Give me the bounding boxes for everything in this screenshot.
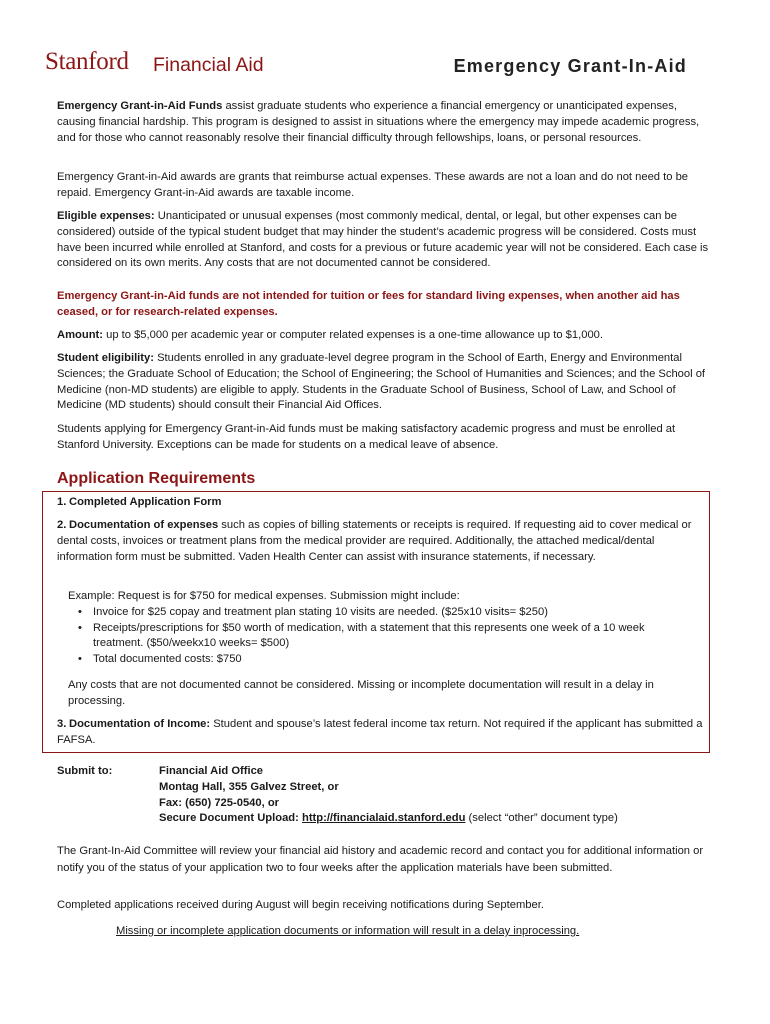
example-list (68, 605, 698, 668)
requirement-item-3 (57, 717, 707, 749)
list-item: • Receipts/prescriptions for $50 worth of medication, with a statement that this represents one week of a 10 week treatment. ($50/weekx10 weeks= $500) (78, 621, 645, 650)
requirement-label: Documentation of expenses (69, 519, 219, 531)
list-item: • Total documented costs: $750 (68, 652, 698, 668)
office-fax: Fax: (650) 725-0540, or (159, 796, 280, 809)
submit-to-label: Submit to: (57, 765, 113, 777)
review-paragraph: The Grant-In-Aid Committee will review your financial aid history and academic record and contact you for additional information or notify you of the status of your application two to four weeks after the application materials have been submitted. (57, 845, 704, 874)
page-header (45, 48, 695, 86)
eligible-expenses-label: Eligible expenses: (57, 210, 155, 222)
intro-lead: Emergency Grant-in-Aid Funds (57, 100, 223, 112)
amount-paragraph (57, 328, 717, 344)
awards-paragraph: Emergency Grant-in-Aid awards are grants that reimburse actual expenses. These awards are not a loan and do not need to be repaid. Emergency Grant-in-Aid awards are taxable income. (57, 171, 689, 199)
bullet-icon: • (78, 605, 82, 618)
bullet-icon: • (78, 621, 82, 634)
academic-progress-paragraph: Students applying for Emergency Grant-in-Aid funds must be making satisfactory academic progress and must be enrolled at Stanford University. Exceptions can be made for students on a medical leave of absence. (57, 423, 676, 451)
submit-address (159, 764, 719, 827)
intro-text: assist graduate students who experience a financial emergency or unanticipated expenses, causing financial hardship. This program is designed to assist in situations where the emergency may impede academic progress, and for those who cannot reasonably resolve their financial difficulty through fellowships, loans, or personal resources. (57, 100, 700, 144)
office-address: Montag Hall, 355 Galvez Street, or (159, 780, 339, 793)
requirement-text: such as copies of billing statements or receipts is required. If requesting aid to cover medical or dental costs, invoices or treatment plans from the medical provider are required. Additionally, the attached medical/dental information form must be submitted. Vaden Health Center can assist with insurance statements, if necessary. (57, 519, 692, 563)
requirement-label: Completed Application Form (69, 496, 222, 508)
upload-line (159, 811, 719, 827)
requirement-number: 3. (57, 718, 67, 730)
missing-documentation-note: Any costs that are not documented cannot be considered. Missing or incomplete documentation will result in a delay in processing. (68, 679, 654, 707)
final-notice: Missing or incomplete application documents or information will result in a delay inprocessing. (116, 925, 580, 937)
bullet-icon: • (78, 653, 82, 666)
requirement-number: 2. (57, 519, 67, 531)
example-intro: Example: Request is for $750 for medical expenses. Submission might include: (68, 590, 460, 602)
upload-label: Secure Document Upload: (159, 812, 302, 825)
requirement-text: Student and spouse’s latest federal income tax return. Not required if the applicant has submitted a FAFSA. (57, 718, 703, 746)
financial-aid-label: Financial Aid (153, 54, 264, 76)
student-eligibility-text: Students enrolled in any graduate-level degree program in the School of Earth, Energy and Environmental Sciences; the Graduate School of Education; the School of Engineering; the School of Humanities and Sciences; and the School of Medicine (non-MD students) are eligible to apply. Students in the Graduate School of Business, School of Law, and School of Medicine (MD students) should consult their Financial Aid Offices. (57, 352, 706, 412)
example-block (57, 589, 698, 668)
amount-text: up to $5,000 per academic year or computer related expenses is a one-time allowance up to $1,000. (102, 329, 603, 341)
page-title: Emergency Grant-In-Aid (453, 56, 687, 76)
application-requirements-heading: Application Requirements (57, 470, 256, 487)
amount-label: Amount: (57, 329, 103, 341)
warning-paragraph: Emergency Grant-in-Aid funds are not intended for tuition or fees for standard living expenses, when another aid has ceased, or for research-related expenses. (57, 290, 680, 318)
stanford-logo: Stanford (45, 48, 129, 75)
eligible-expenses-paragraph (57, 209, 717, 272)
upload-link[interactable]: http://financialaid.stanford.edu (301, 812, 466, 825)
student-eligibility-label: Student eligibility: (57, 352, 154, 364)
student-eligibility-paragraph (57, 351, 717, 414)
intro-paragraph (57, 99, 717, 146)
requirement-label: Documentation of Income: (69, 718, 211, 730)
requirement-item-1 (57, 495, 707, 511)
office-name: Financial Aid Office (159, 765, 264, 777)
requirement-item-2 (57, 518, 707, 565)
eligible-expenses-text: Unanticipated or unusual expenses (most commonly medical, dental, or legal, but other expenses can be considered) outside of the typical student budget that may hinder the student’s academic progress will be considered. Costs must have been incurred while enrolled at Stanford, and costs for a previous or future academic year will not be considered. Each case is considered on its own merits. Any costs that are not documented cannot be considered. (57, 210, 709, 270)
upload-note: (select “other” document type) (465, 812, 618, 825)
august-paragraph: Completed applications received during August will begin receiving notifications during September. (57, 899, 544, 911)
list-item: • Invoice for $25 copay and treatment plan stating 10 visits are needed. ($25x10 visits= $250) (68, 605, 698, 621)
requirement-number: 1. (57, 496, 67, 508)
